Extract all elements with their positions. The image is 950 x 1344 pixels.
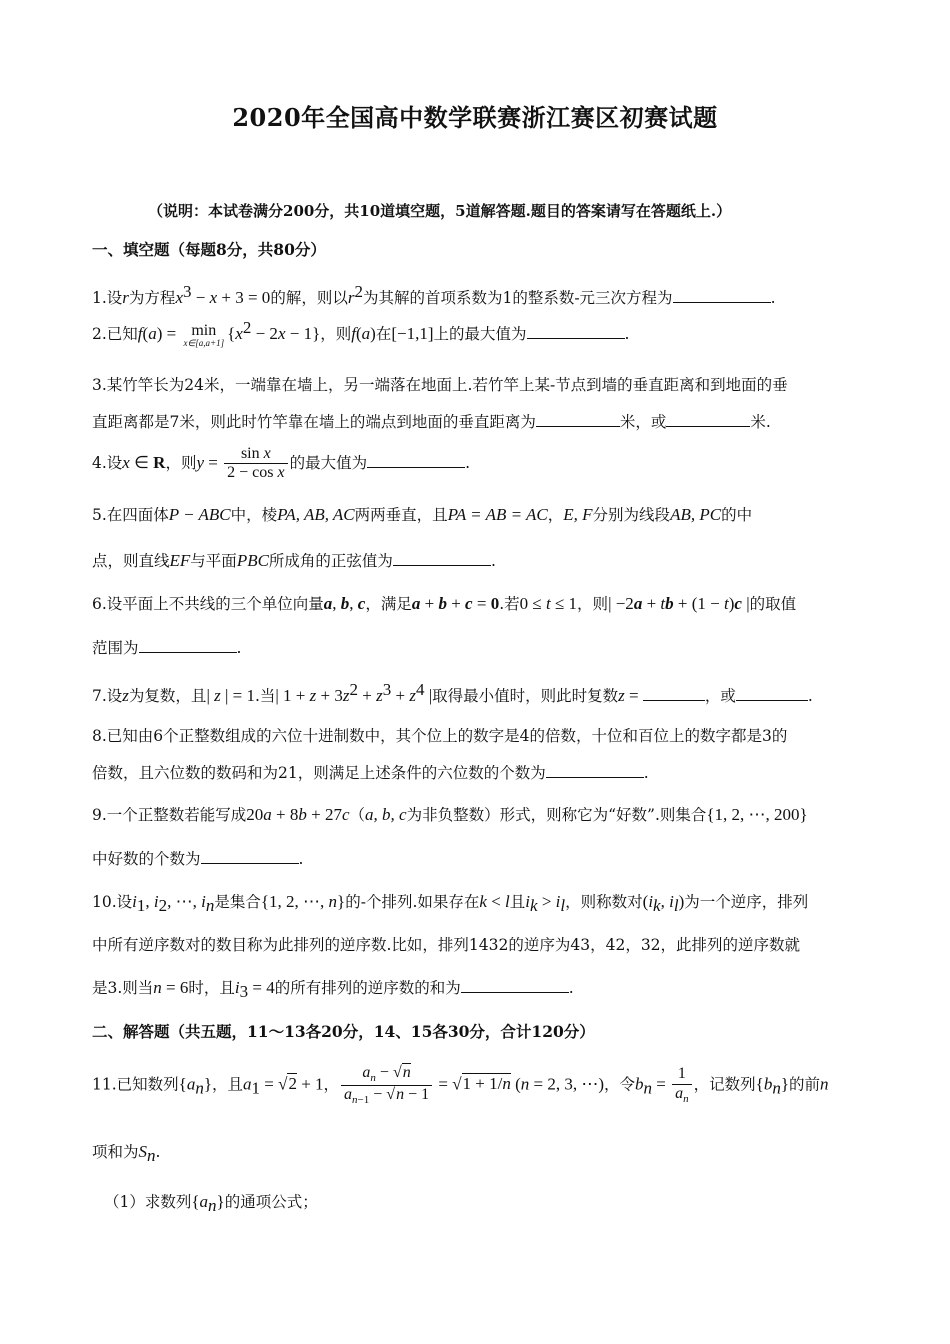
question-1: 1.设r为方程$x^3 - x + 3 = 0$的解，则以$r^2$为其解的首项系数为1的整系数-元三次方程为 . — [92, 282, 776, 308]
answer-blank[interactable] — [367, 453, 465, 468]
question-6: 6.设平面上不共线的三个单位向量a, b, c，满足a + b + c = 0.若0 ≤ t ≤ 1，则| −2a + tb + (1 − t)c |的取值 — [92, 594, 797, 613]
answer-blank[interactable] — [666, 412, 750, 427]
page-title: 2020年全国高中数学联赛浙江赛区初赛试题 — [232, 103, 718, 132]
question-11: 11.已知数列$\{a_n\}$，且$a_1 = √2 + 1$， $\frac{a_n - √n}{a_{n-1} - √n - 1}$ = √1 + 1/n (n = 2, 3, ⋯)，令$b_n$ = $\frac{1}{a_n}$ ，记数列$\{b_n\}$的前n — [92, 1064, 829, 1107]
question-3-cont: 直距离都是7米，则此时竹竿靠在墙上的端点到地面的垂直距离为 米，或 米. — [92, 413, 771, 431]
question-9: 9.一个正整数若能写成20a + 8b + 27c（a, b, c为非负整数）形式，则称它为“好数”.则集合{1, 2, ⋯, 200} — [92, 805, 808, 824]
question-3: 3.某竹竿长为24米，一端靠在墙上，另一端落在地面上.若竹竿上某-节点到墙的垂直距离和到地面的垂 — [92, 376, 788, 394]
question-4: 4.设x ∈ R，则y = $\frac{\text{sin x}}{\text{2 − cos x}}$ 的最大值为 . — [92, 445, 471, 482]
answer-blank[interactable] — [536, 412, 620, 427]
answer-blank[interactable] — [643, 686, 705, 701]
question-6-cont: 范围为 . — [92, 639, 242, 657]
question-7: 7.设z为复数，且| z | = 1.当| $1 + z + 3z^2 + z^3 + z^4$ |取得最小值时，则此时复数z = ，或 . — [92, 680, 813, 706]
answer-blank[interactable] — [139, 638, 237, 653]
section-fill-in-heading: 一、填空题（每题8分，共80分） — [92, 240, 326, 259]
question-10: 10.设$i_1$, $i_2$, ⋯, $i_n$是集合{1, 2, ⋯, n}的-个排列.如果存在k < l且$i_k > i_l$，则称数对($i_k$, $i_l$)为一个逆序，排列 — [92, 892, 809, 916]
question-10-cont2: 是3.则当n = 6时，且$i_3 = 4$的所有排列的逆序数的和为 . — [92, 978, 574, 1002]
question-9-cont: 中好数的个数为 . — [92, 850, 304, 868]
answer-blank[interactable] — [527, 324, 625, 339]
answer-blank[interactable] — [673, 288, 771, 303]
section-solutions-heading: 二、解答题（共五题，11～13各20分，14、15各30分，合计120分） — [92, 1022, 595, 1041]
question-11-cont: 项和为$S_n$. — [92, 1142, 161, 1166]
answer-blank[interactable] — [461, 978, 569, 993]
question-2: 2.已知f(a) = min x∈[a,a+1] $\{x^2 - 2x - 1\}$，则f(a)在[−1,1]上的最大值为 . — [92, 318, 630, 348]
instructions-note: （说明：本试卷满分200分，共10道填空题，5道解答题.题目的答案请写在答题纸上.） — [148, 202, 732, 220]
answer-blank[interactable] — [393, 551, 491, 566]
question-8: 8.已知由6个正整数组成的六位十进制数中，其个位上的数字是4的倍数，十位和百位上的数字都是3的 — [92, 727, 788, 745]
question-5-cont: 点，则直线EF与平面PBC所成角的正弦值为 . — [92, 551, 496, 570]
answer-blank[interactable] — [546, 763, 644, 778]
question-11-part-1: （1）求数列$\{a_n\}$的通项公式； — [104, 1192, 318, 1216]
question-8-cont: 倍数，且六位数的数码和为21，则满足上述条件的六位数的个数为 . — [92, 764, 649, 782]
answer-blank[interactable] — [736, 686, 808, 701]
answer-blank[interactable] — [201, 849, 299, 864]
question-5: 5.在四面体P − ABC中，棱PA, AB, AC两两垂直，且PA = AB = AC，E, F分别为线段AB, PC的中 — [92, 505, 753, 524]
question-10-cont: 中所有逆序数对的数目称为此排列的逆序数.比如，排列1432的逆序为43，42，32，此排列的逆序数就 — [92, 936, 801, 954]
